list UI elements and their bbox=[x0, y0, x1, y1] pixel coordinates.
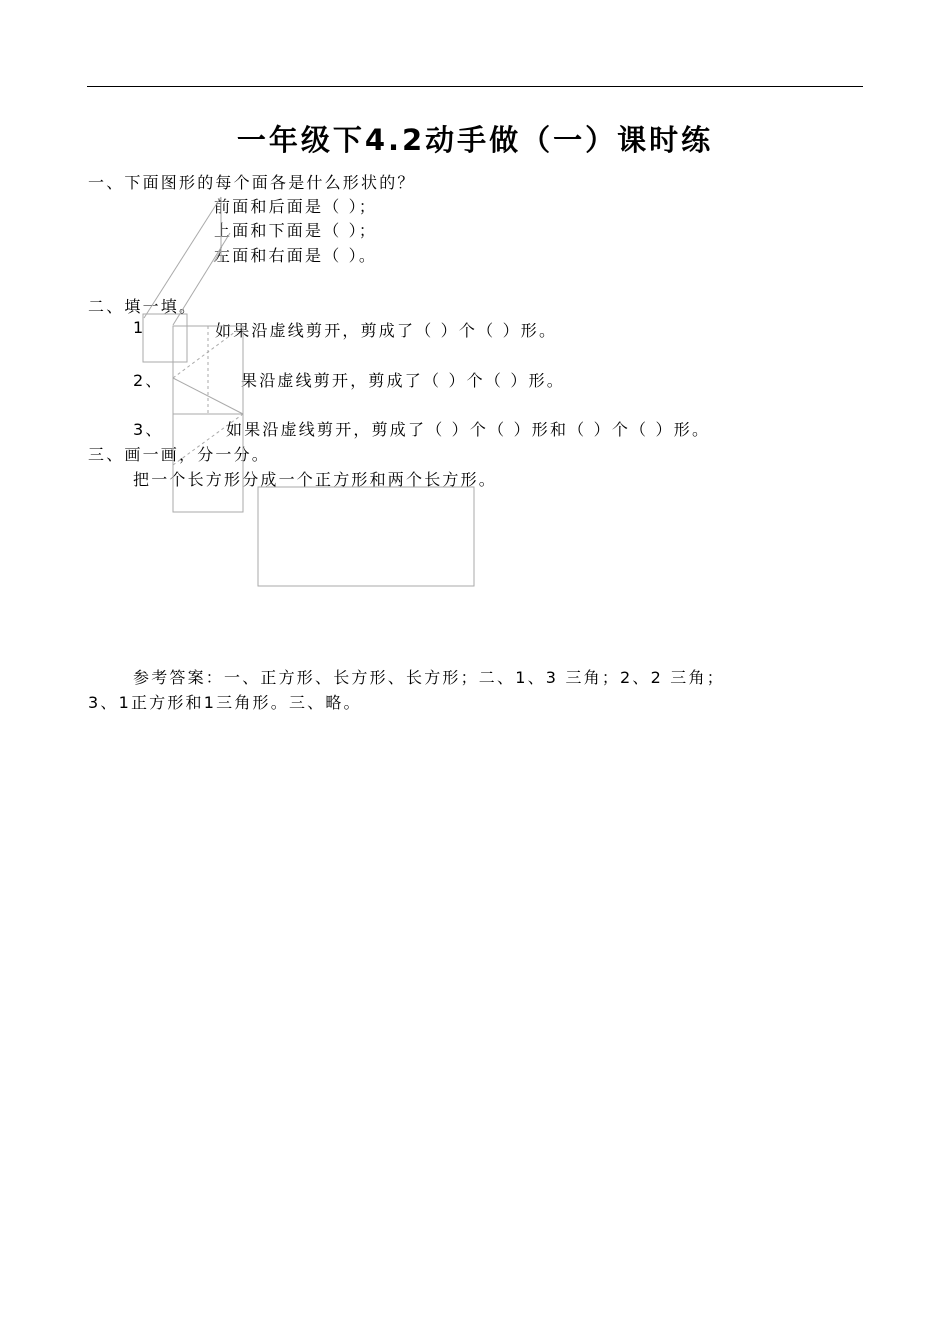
answer-line-1: 参考答案：一、正方形、长方形、长方形；二、1、3 三角；2、2 三角； bbox=[133, 668, 725, 687]
section1-question-3: 左面和右面是（ ）。 bbox=[214, 246, 378, 265]
section3-instruction: 把一个长方形分成一个正方形和两个长方形。 bbox=[133, 470, 498, 489]
section3-heading: 三、画一画，分一分。 bbox=[88, 445, 271, 464]
section2-item3-number: 3、 bbox=[133, 420, 164, 439]
page-title: 一年级下4.2动手做（一）课时练 bbox=[236, 123, 714, 157]
section2-item2-number: 2、 bbox=[133, 371, 164, 390]
section2-item3-text: 如果沿虚线剪开，剪成了（ ）个（ ）形和（ ）个（ ）形。 bbox=[226, 420, 711, 439]
section1-question-1: 前面和后面是（ ）； bbox=[214, 197, 378, 216]
section2-item2-text: 果沿虚线剪开，剪成了（ ）个（ ）形。 bbox=[241, 371, 565, 390]
square-cut-figure bbox=[143, 314, 243, 414]
section1-question-2: 上面和下面是（ ）； bbox=[214, 221, 378, 240]
section2-heading: 二、填一填。 bbox=[88, 297, 198, 316]
cuboid-figure bbox=[144, 197, 230, 325]
answer-line-2: 3、1正方形和1三角形。三、略。 bbox=[88, 693, 362, 712]
section2-item1-number: 1 bbox=[133, 318, 146, 337]
drawing-rectangle bbox=[258, 487, 474, 586]
section1-heading: 一、下面图形的每个面各是什么形状的？ bbox=[88, 173, 416, 192]
section2-item1-text: 如果沿虚线剪开，剪成了（ ）个（ ）形。 bbox=[215, 321, 558, 340]
